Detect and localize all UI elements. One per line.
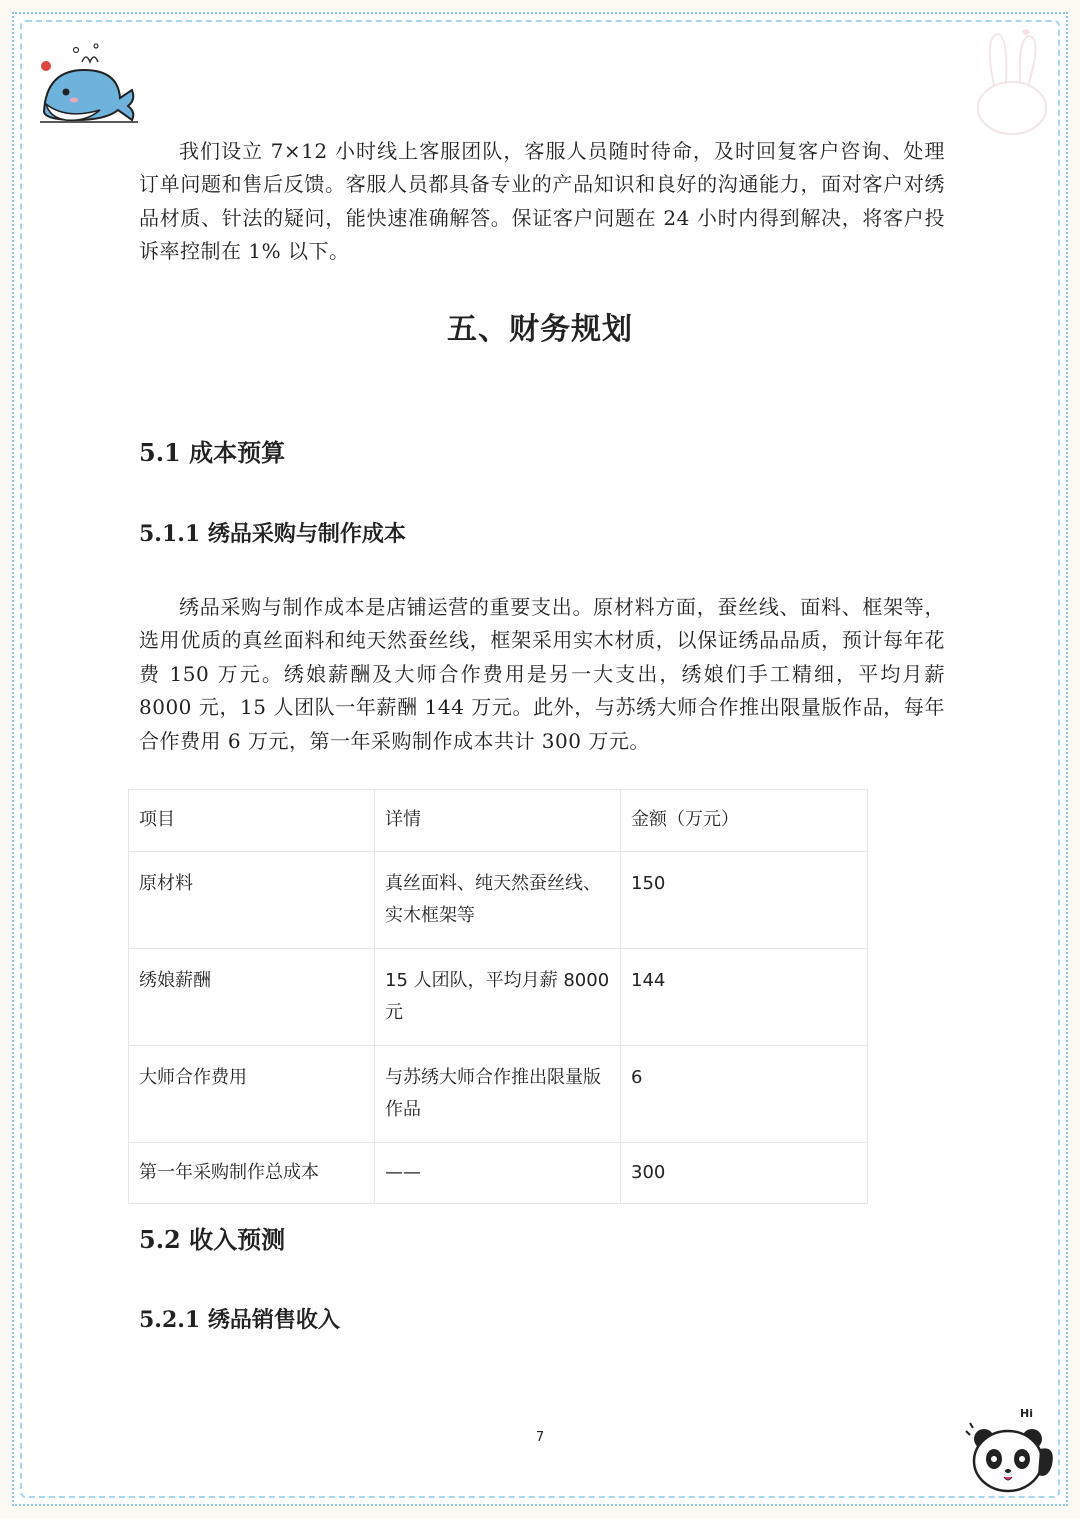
table-row bbox=[129, 1143, 868, 1204]
table-cell: —— bbox=[375, 1143, 621, 1204]
panda-icon bbox=[962, 1405, 1058, 1501]
table-cell: 15 人团队，平均月薪 8000 元 bbox=[375, 949, 621, 1046]
table-header-row bbox=[129, 790, 868, 852]
table-row bbox=[129, 852, 868, 949]
section-5-2-heading: 5.2 收入预测 bbox=[139, 1225, 286, 1254]
intro-paragraph: 我们设立 7×12 小时线上客服团队，客服人员随时待命，及时回复客户咨询、处理订单问题和售后反馈。客服人员都具备专业的产品知识和良好的沟通能力，面对客户对绣品材质、针法的疑问，能快速准确解答。保证客户问题在 24 小时内得到解决，将客户投诉率控制在 1% 以下。 bbox=[139, 139, 945, 264]
whale-icon bbox=[36, 40, 140, 124]
table-row bbox=[129, 1046, 868, 1143]
bunny-watermark-icon bbox=[964, 26, 1060, 142]
table-cell: 150 bbox=[621, 852, 868, 949]
cost-section bbox=[139, 591, 945, 758]
table-header-cell: 详情 bbox=[375, 790, 621, 852]
table-cell: 6 bbox=[621, 1046, 868, 1143]
section-5-2-1-heading: 5.2.1 绣品销售收入 bbox=[139, 1307, 340, 1333]
table-cell: 大师合作费用 bbox=[129, 1046, 375, 1143]
table-cell: 144 bbox=[621, 949, 868, 1046]
intro-section bbox=[139, 135, 945, 269]
cost-paragraph: 绣品采购与制作成本是店铺运营的重要支出。原材料方面，蚕丝线、面料、框架等，选用优质的真丝面料和纯天然蚕丝线，框架采用实木材质，以保证绣品品质，预计每年花费 150 万元。绣娘薪酬及大师合作费用是另一大支出，绣娘们手工精细，平均月薪 8000 元，15 人团队一年薪酬 144 万元。此外，与苏绣大师合作推出限量版作品，每年合作费用 6 万元，第一年采购制作成本共计 300 万元。 bbox=[139, 595, 945, 753]
cost-table bbox=[128, 789, 868, 1204]
section-5-1-1-heading: 5.1.1 绣品采购与制作成本 bbox=[139, 521, 406, 547]
table-cell: 300 bbox=[621, 1143, 868, 1204]
table-cell: 第一年采购制作总成本 bbox=[129, 1143, 375, 1204]
table-cell: 与苏绣大师合作推出限量版作品 bbox=[375, 1046, 621, 1143]
table-cell: 原材料 bbox=[129, 852, 375, 949]
page-number: 7 bbox=[535, 1430, 545, 1445]
section-5-1-heading: 5.1 成本预算 bbox=[139, 438, 286, 467]
table-row bbox=[129, 949, 868, 1046]
table-cell: 绣娘薪酬 bbox=[129, 949, 375, 1046]
panda-hi-text: Hi bbox=[1020, 1407, 1033, 1420]
chapter-title: 五、财务规划 bbox=[447, 312, 633, 347]
table-cell: 真丝面料、纯天然蚕丝线、实木框架等 bbox=[375, 852, 621, 949]
table-header-cell: 金额（万元） bbox=[621, 790, 868, 852]
table-header-cell: 项目 bbox=[129, 790, 375, 852]
